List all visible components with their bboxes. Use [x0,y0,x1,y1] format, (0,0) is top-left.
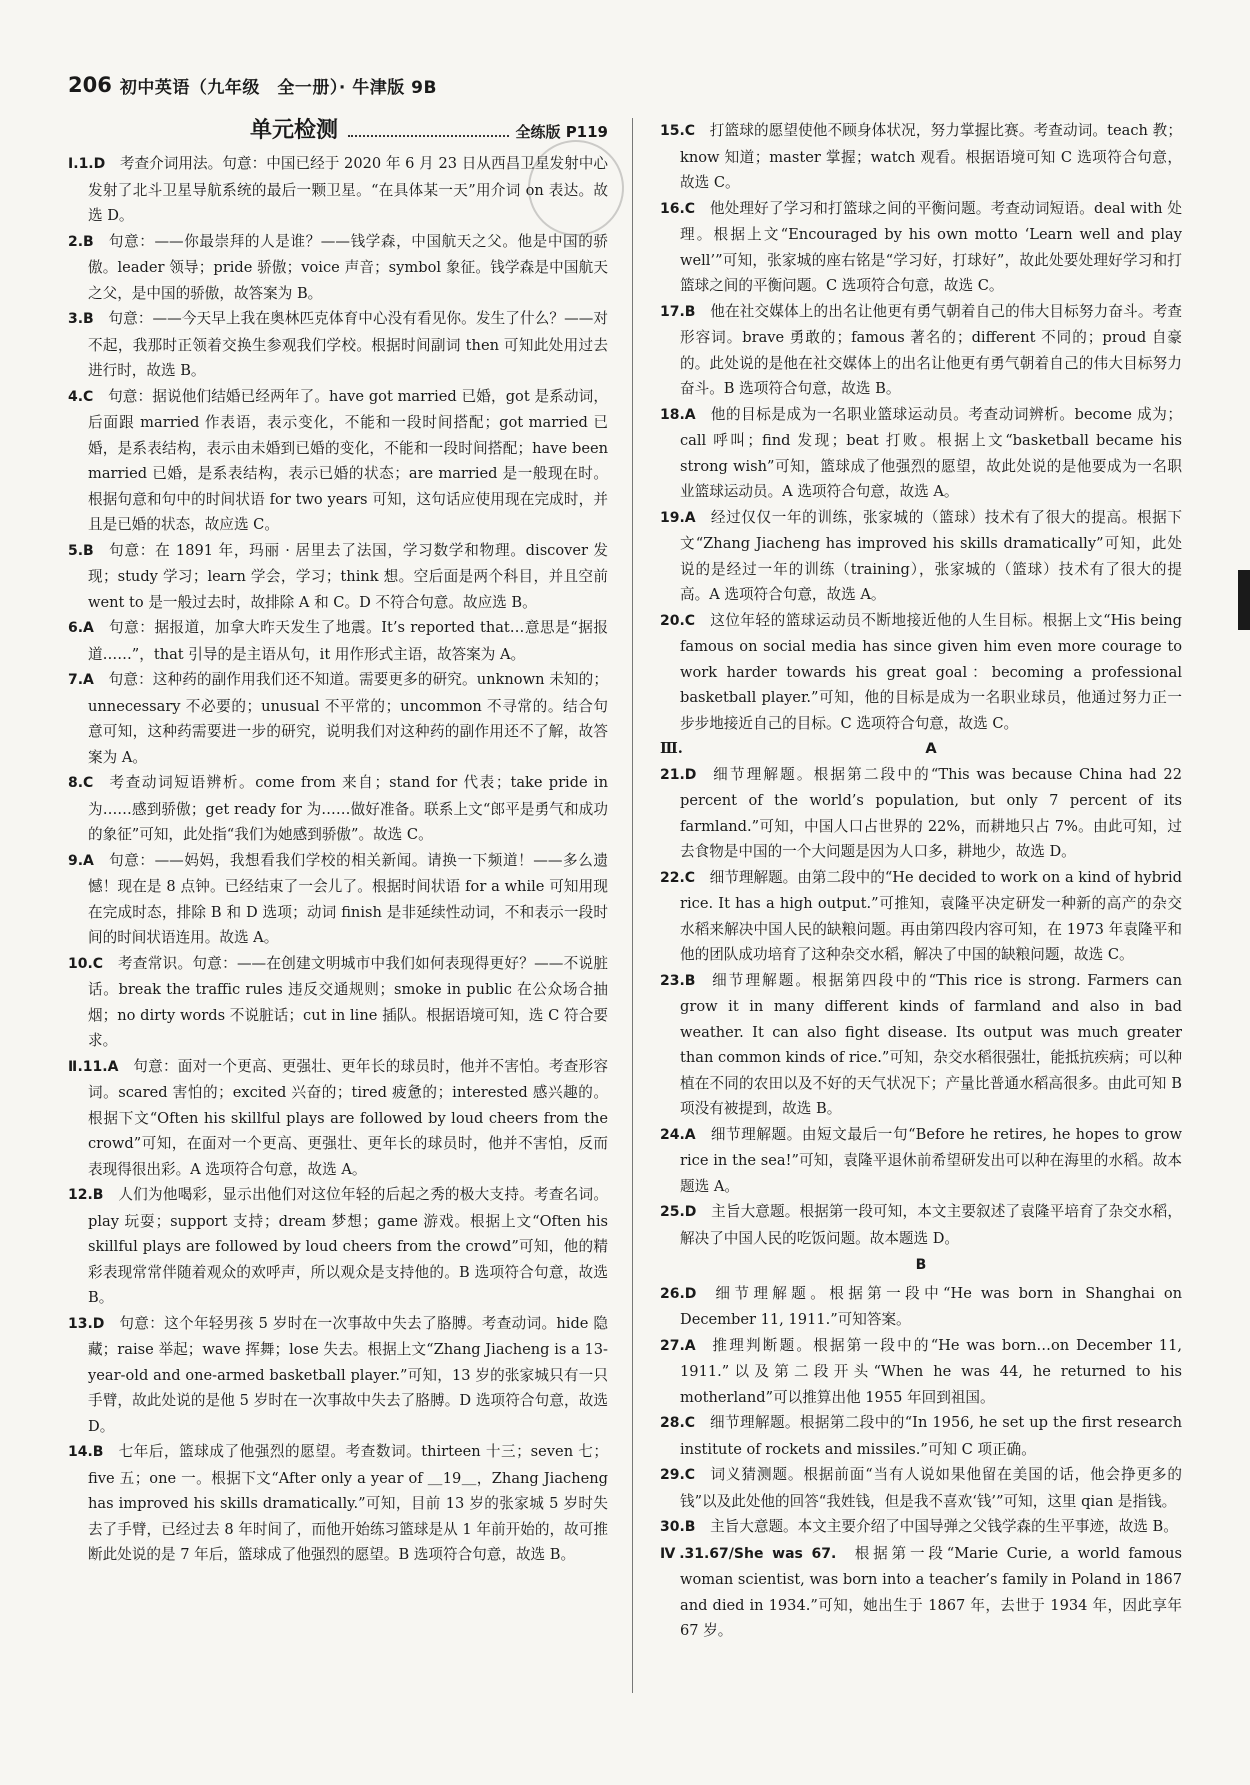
answer-list-right-a [660,118,1182,736]
explanation-text: 句意：这种药的副作用我们还不知道。需要更多的研究。unknown 未知的；unnecessary 不必要的；unusual 不平常的；uncommon 不寻常的。结合句意可知，这种药需要进一步的研究，说明我们对这种药的副作用还不了解，故答案为 A。 [88,671,608,766]
left-column [68,118,608,1568]
page-number: 206 [68,73,112,97]
explanation-text: 七年后，篮球成了他强烈的愿望。考查数词。thirteen 十三；seven 七；five 五；one 一。根据下文“After only a year of ＿19＿，Zhang Jiacheng has improved his skills dramatically.”可知，目前 13 岁的张家城 5 岁时失去了手臂，已经过去 8 年时间了，而他开始练习篮球是从 1 年前开始的，故可推断此处说的是 7 年后，篮球成了他强烈的愿望。B 选项符合句意，故选 B。 [88,1443,608,1563]
explanation-text: 经过仅仅一年的训练，张家城的（篮球）技术有了很大的提高。根据下文“Zhang Jiacheng has improved his skills dramatically”可知，此处说的是经过一年的训练（training），张家城的（篮球）技术有了很大的提高。A 选项符合句意，故选 A。 [680,508,1182,603]
question-number: 8.C [68,775,94,791]
answer-item [68,229,608,307]
answer-item [68,951,608,1054]
section-ref: 全练版 P119 [515,123,608,141]
answer-item [660,968,1182,1122]
answer-item [660,1541,1182,1644]
explanation-text: 细节理解题。根据第四段中的“This rice is strong. Farmers can grow it in many different kinds of farmland and also in bad weather. It can also fight disease. Its output was much greater than common kinds of rice.”可知，杂交水稻很强壮，能抵抗疾病；可以种植在不同的农田以及不好的天气状况下；产量比普通水稻高很多。由此可知 B 项没有被提到，故选 B。 [680,971,1182,1117]
answer-item [660,505,1182,608]
question-number: 20.C [660,612,696,629]
question-number: 26.D [660,1285,697,1302]
explanation-text: 他的目标是成为一名职业篮球运动员。考查动词辨析。become 成为；call 呼叫；find 发现；beat 打败。根据上文“basketball became his strong wish”可知，篮球成了他强烈的愿望，故此处说的是他要成为一名职业篮球运动员。A 选项符合句意，故选 A。 [680,405,1182,500]
question-number: 3.B [68,311,94,327]
answer-item [68,384,608,538]
explanation-text: 根据第一段“Marie Curie, a world famous woman scientist, was born into a teacher’s family in Poland in 1867 and died in 1934.”可知，她出生于 1867 年，去世于 1934 年，因此享年 67 岁。 [680,1544,1182,1639]
part-three-heading [660,736,1182,762]
answer-item [660,865,1182,968]
question-number: 18.A [660,406,696,423]
answer-item [660,1122,1182,1200]
explanation-text: 细节理解题。根据第二段中的“This was because China had 22 percent of the world’s population, but only 7 percent of its farmland.”可知，中国人口占世界的 22%，而耕地只占 7%。由此可知，过去食物是中国的一个大问题是因为人口多，耕地少，故选 D。 [680,765,1182,860]
answer-item [68,306,608,384]
question-number: 14.B [68,1444,104,1460]
edge-tab-mark [1238,570,1250,630]
answer-item [68,151,608,229]
explanation-text: 句意：——你最崇拜的人是谁？——钱学森，中国航天之父。他是中国的骄傲。leader 领导；pride 骄傲；voice 声音；symbol 象征。钱学森是中国航天之父，是中国的骄傲，故答案为 B。 [88,232,608,302]
question-number: 24.A [660,1126,696,1143]
explanation-text: 打篮球的愿望使他不顾身体状况，努力掌握比赛。考查动词。teach 教；know 知道；master 掌握；watch 观看。根据语境可知 C 选项符合句意，故选 C。 [680,122,1182,191]
answer-list-right-c [660,1281,1182,1644]
explanation-text: 人们为他喝彩，显示出他们对这位年轻的后起之秀的极大支持。考查名词。play 玩耍；support 支持；dream 梦想；game 游戏。根据上文“Often his skillful plays are followed by loud cheers from the crowd”可知，他的精彩表现常常伴随着观众的欢呼声，所以观众是支持他的。B 选项符合句意，故选 B。 [88,1186,608,1306]
answer-item [68,848,608,951]
answer-item [68,1439,608,1568]
question-number: 10.C [68,955,104,972]
explanation-text: 句意：据说他们结婚已经两年了。have got married 已婚，got 是系动词，后面跟 married 作表语，表示变化，不能和一段时间搭配；got married 已婚，是系表结构，表示由未婚到已婚的变化，不能和一段时间搭配；have been married 已婚，是系表结构，表示已婚的状态；are married 是一般现在时。根据句意和句中的时间状语 for two years 可知，这句话应使用现在完成时，并且是已婚的状态，故应选 C。 [88,387,608,533]
answer-list-right-b [660,762,1182,1252]
question-number: Ⅳ.31.67/She was 67. [660,1545,837,1562]
answer-item [660,196,1182,299]
question-number: 28.C [660,1415,696,1431]
explanation-text: 考查动词短语辨析。come from 来自；stand for 代表；take pride in 为……感到骄傲；get ready for 为……做好准备。联系上文“郎平是勇气和成功的象征”可知，此处指“我们为她感到骄傲”。故选 C。 [88,774,608,843]
answer-item [660,1462,1182,1514]
explanation-text: 句意：面对一个更高、更强壮、更年长的球员时，他并不害怕。考查形容词。scared 害怕的；excited 兴奋的；tired 疲惫的；interested 感兴趣的。根据下文“Often his skillful plays are followed by loud cheers from the crowd”可知，在面对一个更高、更强壮、更年长的球员时，他并不害怕，反而表现得很出彩。A 选项符合句意，故选 A。 [88,1057,608,1178]
explanation-text: 推理判断题。根据第一段中的“He was born…on December 11, 1911.”以及第二段开头“When he was 44, he returned to his motherland”可以推算出他 1955 年回到祖国。 [680,1336,1182,1406]
answer-item [660,1199,1182,1251]
question-number: 22.C [660,869,696,886]
explanation-text: 考查介词用法。句意：中国已经于 2020 年 6 月 23 日从西昌卫星发射中心发射了北斗卫星导航系统的最后一颗卫星。“在具体某一天”用介词 on 表达。故选 D。 [88,155,608,224]
answer-item [68,1182,608,1311]
question-number: 25.D [660,1204,697,1220]
explanation-text: 细节理解题。根据第二段中的“In 1956, he set up the first research institute of rockets and missiles.”可知 C 项正确。 [680,1414,1182,1458]
explanation-text: 主旨大意题。本文主要介绍了中国导弹之父钱学森的生平事迹，故选 B。 [695,1518,1178,1535]
answer-item [68,1311,608,1440]
column-divider [632,118,633,1693]
question-number: 30.B [660,1519,696,1535]
explanation-text: 句意：——妈妈，我想看我们学校的相关新闻。请换一下频道！——多么遗憾！现在是 8 点钟。已经结束了一会儿了。根据时间状语 for a while 可知用现在完成时态，排除 B 和 D 选项；动词 finish 是非延续性动词，不和表示一段时间的时间状语连用。故选 A。 [88,851,608,946]
question-number: 19.A [660,509,696,526]
answer-item [660,402,1182,505]
page-header [68,68,437,102]
explanation-text: 他处理好了学习和打篮球之间的平衡问题。考查动词短语。deal with 处理。根据上文“Encouraged by his own motto ‘Learn well and play well’”可知，张家城的座右铭是“学习好，打球好”，故此处要处理好学习和打篮球之间的平衡问题。C 选项符合句意，故选 C。 [680,199,1182,294]
passage-b-heading: B [915,1257,927,1273]
question-number: 5.B [68,542,94,559]
passage-a-heading: A [925,740,937,757]
answer-item [660,1281,1182,1333]
explanation-text: 细节理解题。根据第一段中“He was born in Shanghai on December 11, 1911.”可知答案。 [680,1284,1182,1328]
explanation-text: 句意：——今天早上我在奥林匹克体育中心没有看见你。发生了什么？——对不起，我那时正领着交换生参观我们学校。根据时间副词 then 可知此处用过去进行时，故选 B。 [88,310,608,379]
question-number: 12.B [68,1187,104,1203]
answer-item [660,1410,1182,1462]
question-number: 2.B [68,233,94,250]
answer-item [68,615,608,667]
question-number: 15.C [660,123,696,139]
explanation-text: 主旨大意题。根据第一段可知，本文主要叙述了袁隆平培育了杂交水稻，解决了中国人民的吃饭问题。故本题选 D。 [680,1203,1182,1247]
question-number: 16.C [660,200,696,217]
explanation-text: 句意：这个年轻男孩 5 岁时在一次事故中失去了胳膊。考查动词。hide 隐藏；raise 举起；wave 挥舞；lose 失去。根据上文“Zhang Jiacheng is a 13-year-old and one-armed basketball player.”可知，13 岁的张家城只有一只手臂，故此处说的是他 5 岁时在一次事故中失去了胳膊。D 选项符合句意，故选 D。 [88,1314,608,1435]
question-number: Ⅱ.11.A [68,1058,119,1075]
right-column [660,118,1182,1644]
answer-list-left [68,151,608,1568]
question-number: 23.B [660,972,696,989]
question-number: 6.A [68,620,94,636]
answer-item [660,118,1182,196]
question-number: Ⅰ.1.D [68,156,106,172]
question-number: 17.B [660,303,696,320]
dotted-leader [348,134,509,137]
question-number: 27.A [660,1337,696,1354]
part-three-number: Ⅲ. [660,740,683,757]
answer-item [660,1333,1182,1411]
question-number: 13.D [68,1315,105,1332]
section-title: 单元检测 [250,118,339,143]
explanation-text: 句意：据报道，加拿大昨天发生了地震。It’s reported that…意思是“据报道……”，that 引导的是主语从句，it 用作形式主语，故答案为 A。 [88,619,608,663]
explanation-text: 词义猜测题。根据前面“当有人说如果他留在美国的话，他会挣更多的钱”以及此处他的回答“我姓钱，但是我不喜欢‘钱’”可知，这里 qian 是指钱。 [680,1466,1182,1510]
explanation-text: 考查常识。句意：——在创建文明城市中我们如何表现得更好？——不说脏话。break the traffic rules 违反交通规则；smoke in public 在公众场合抽烟；no dirty words 不说脏话；cut in line 插队。根据语境可知，选 C 符合要求。 [88,954,608,1049]
answer-item [660,299,1182,402]
book-title: 初中英语（九年级 全一册）· 牛津版 9B [119,77,437,98]
question-number: 4.C [68,388,94,405]
answer-item [660,762,1182,865]
question-number: 7.A [68,672,94,688]
explanation-text: 细节理解题。由短文最后一句“Before he retires, he hopes to grow rice in the sea!”可知，袁隆平退休前希望研发出可以种在海里的水稻。故本题选 A。 [680,1125,1182,1195]
answer-item [68,1054,608,1183]
answer-item [68,538,608,616]
question-number: 21.D [660,766,697,783]
answer-item [68,667,608,770]
explanation-text: 细节理解题。由第二段中的“He decided to work on a kind of hybrid rice. It has a high output.”可推知，袁隆平决定研发一种新的高产的杂交水稻来解决中国人民的缺粮问题。再由第四段内容可知，在 1973 年袁隆平和他的团队成功培育了这种杂交水稻，解决了中国的缺粮问题，故选 C。 [680,868,1182,963]
section-title-bar [68,118,608,148]
answer-item [68,770,608,848]
question-number: 9.A [68,852,94,869]
answer-item [660,1514,1182,1541]
explanation-text: 句意：在 1891 年，玛丽 · 居里去了法国，学习数学和物理。discover 发现；study 学习；learn 学会，学习；think 想。空后面是两个科目，并且空前 went to 是一般过去时，故排除 A 和 C。D 不符合句意。故应选 B。 [88,541,608,611]
question-number: 29.C [660,1467,696,1483]
explanation-text: 这位年轻的篮球运动员不断地接近他的人生目标。根据上文“His being famous on social media has since given him even more courage to work harder towards his great goal：becoming a professional basketball player.”可知，他的目标是成为一名职业球员，他通过努力正一步步地接近自己的目标。C 选项符合句意，故选 C。 [680,611,1182,732]
explanation-text: 他在社交媒体上的出名让他更有勇气朝着自己的伟大目标努力奋斗。考查形容词。brave 勇敢的；famous 著名的；different 不同的；proud 自豪的。此处说的是他在社交媒体上的出名让他更有勇气朝着自己的伟大目标努力奋斗。B 选项符合句意，故选 B。 [680,302,1182,397]
answer-item [660,608,1182,737]
